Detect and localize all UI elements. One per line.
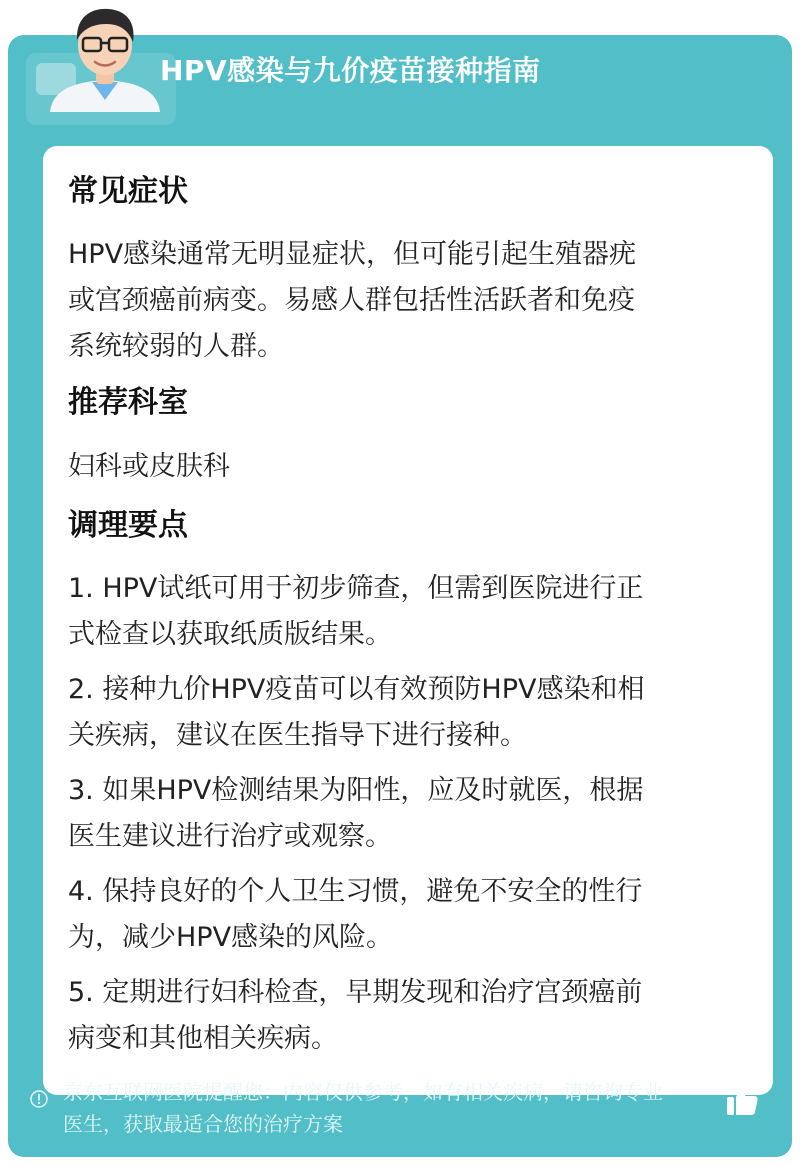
- footer-disclaimer: [63, 1076, 723, 1140]
- department-heading: 推荐科室: [68, 385, 188, 420]
- care-item-5-line-1: 5. 定期进行妇科检查，早期发现和治疗宫颈癌前: [68, 977, 643, 1008]
- thumbs-up-icon[interactable]: [722, 1080, 762, 1120]
- symptoms-line-2: 或宫颈癌前病变。易感人群包括性活跃者和免疫: [68, 285, 635, 316]
- symptoms-heading: 常见症状: [68, 174, 188, 209]
- info-icon: [29, 1089, 49, 1109]
- department-text: 妇科或皮肤科: [68, 451, 230, 482]
- care-heading: 调理要点: [68, 508, 188, 543]
- care-item-5-line-2: 病变和其他相关疾病。: [68, 1023, 338, 1054]
- care-item-2-line-1: 2. 接种九价HPV疫苗可以有效预防HPV感染和相: [68, 674, 645, 705]
- care-item-4-line-1: 4. 保持良好的个人卫生习惯，避免不安全的性行: [68, 876, 643, 907]
- symptoms-line-1: HPV感染通常无明显症状，但可能引起生殖器疣: [68, 239, 637, 270]
- care-item-3-line-2: 医生建议进行治疗或观察。: [68, 821, 392, 852]
- content-panel: [43, 146, 773, 1095]
- care-item-3-line-1: 3. 如果HPV检测结果为阳性，应及时就医，根据: [68, 775, 644, 806]
- care-item-1-line-2: 式检查以获取纸质版结果。: [68, 619, 392, 650]
- footer-line-1: 京东互联网医院提醒您：内容仅供参考，如有相关疾病，请咨询专业: [63, 1080, 663, 1104]
- footer-line-2: 医生，获取最适合您的治疗方案: [63, 1112, 343, 1136]
- symptoms-line-3: 系统较弱的人群。: [68, 331, 284, 362]
- doctor-avatar: [40, 0, 170, 112]
- care-item-1-line-1: 1. HPV试纸可用于初步筛查，但需到医院进行正: [68, 573, 644, 604]
- guide-card: [8, 35, 792, 1157]
- page-title: HPV感染与九价疫苗接种指南: [160, 54, 541, 87]
- care-item-2-line-2: 关疾病，建议在医生指导下进行接种。: [68, 720, 527, 751]
- care-item-4-line-2: 为，减少HPV感染的风险。: [68, 922, 394, 953]
